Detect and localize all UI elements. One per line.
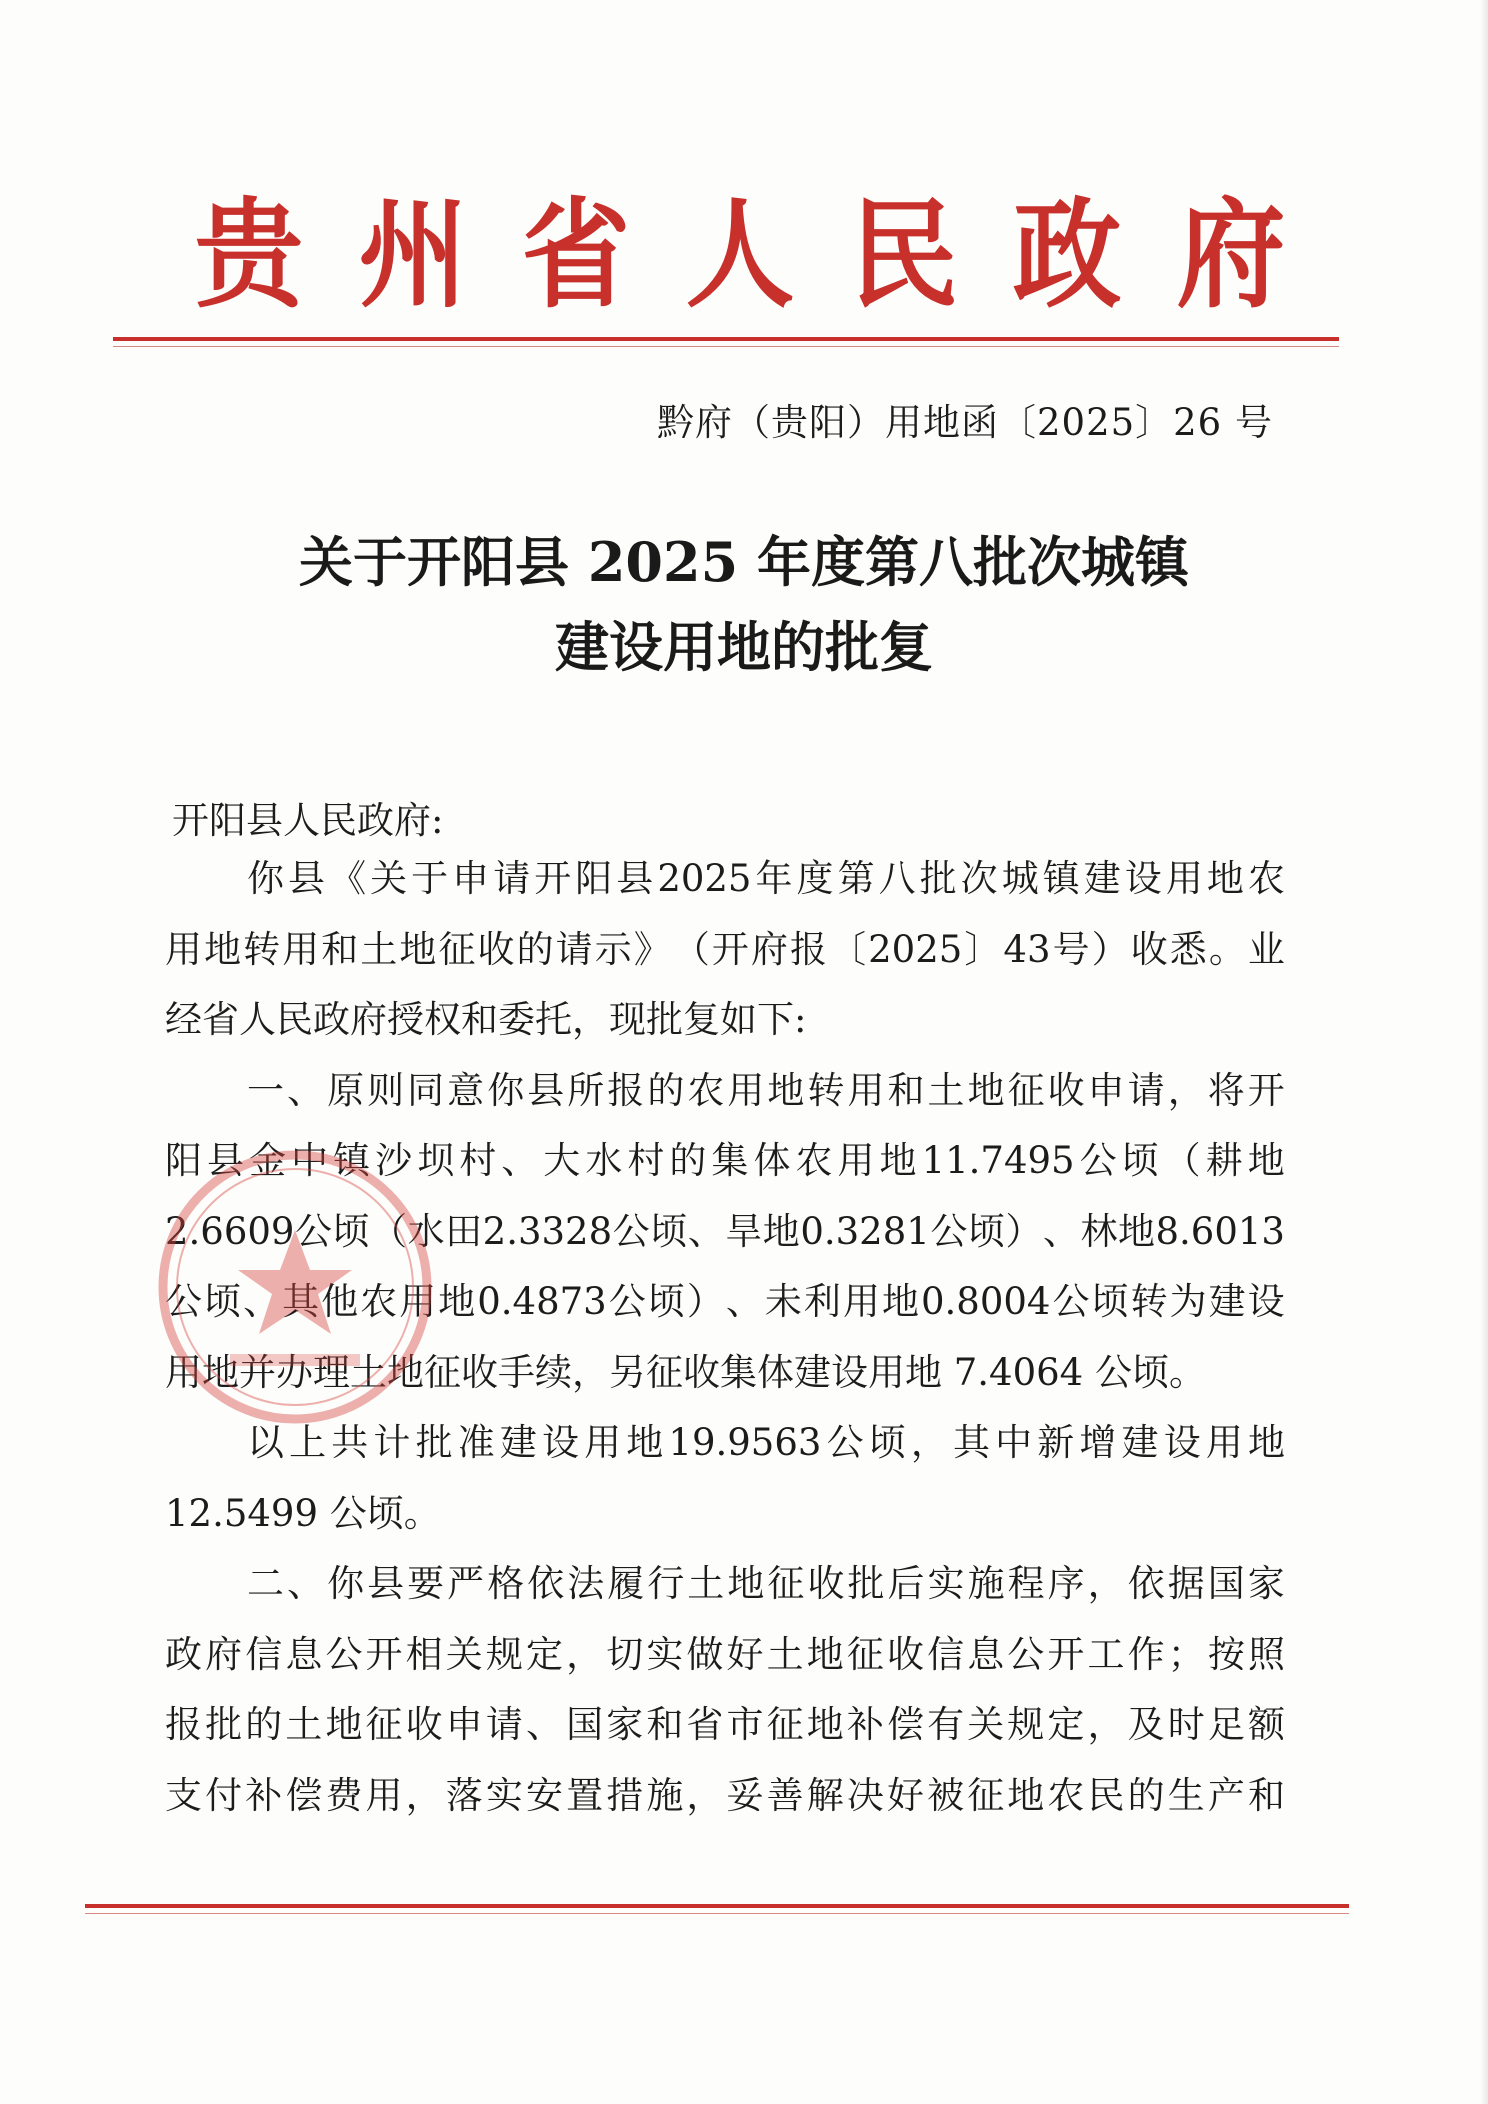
body-line: 一 、 原 则 同 意 你 县 所 报 的 农 用 地 转 用 和 土 地 征 收 申 请 ， 将 开 [247, 1068, 1285, 1112]
body-line: 支 付 补 偿 费 用 ， 落 实 安 置 措 施 ， 妥 善 解 决 好 被 征 地 农 民 的 生 产 和 [165, 1773, 1285, 1817]
body-line: 用地并办理土地征收手续，另征收集体建设用地 7.4064 公顷。 [165, 1350, 1206, 1394]
issuing-authority-header [190, 180, 1290, 330]
header-char: 府 [1176, 185, 1286, 324]
body-line: 经省人民政府授权和委托，现批复如下: [165, 998, 807, 1041]
header-char: 人 [685, 185, 795, 324]
body-line: 12.5499 公顷。 [165, 1491, 441, 1535]
body-line: 你 县 《 关 于 申 请 开 阳 县 2025 年 度 第 八 批 次 城 镇 建 设 用 地 农 [247, 857, 1285, 900]
document-title-line-2: 建设用地的批复 [555, 615, 933, 679]
body-line: 阳 县 金 中 镇 沙 坝 村 、 大 水 村 的 集 体 农 用 地 11.7495 公 顷 （ 耕 地 [165, 1139, 1285, 1182]
body-line: 以 上 共 计 批 准 建 设 用 地 19.9563 公 顷 ， 其 中 新 增 建 设 用 地 [247, 1421, 1285, 1464]
body-line: 公 顷 、 其 他 农 用 地 0.4873 公 顷 ） 、 未 利 用 地 0.8004 公 顷 转 为 建 设 [165, 1280, 1285, 1323]
header-divider-thin [113, 346, 1339, 347]
body-line: 2.6609 公 顷 （ 水 田 2.3328 公 顷 、 旱 地 0.3281 公 顷 ） 、 林 地 8.6013 [165, 1209, 1285, 1253]
body-line: 二 、 你 县 要 严 格 依 法 履 行 土 地 征 收 批 后 实 施 程 序 ， 依 据 国 家 [247, 1562, 1285, 1605]
header-char: 省 [522, 185, 631, 324]
header-char: 州 [358, 185, 467, 324]
document-title-line-1: 关于开阳县 2025 年度第八批次城镇 [299, 530, 1189, 594]
footer-divider-thin [85, 1913, 1349, 1914]
body-line: 政 府 信 息 公 开 相 关 规 定 ， 切 实 做 好 土 地 征 收 信 息 公 开 工 作 ； 按 照 [165, 1632, 1285, 1676]
header-divider [113, 337, 1339, 341]
header-char: 民 [849, 185, 958, 324]
body-line: 报 批 的 土 地 征 收 申 请 、 国 家 和 省 市 征 地 补 偿 有 关 规 定 ， 及 时 足 额 [165, 1703, 1285, 1746]
salutation: 开阳县人民政府: [172, 799, 444, 842]
body-line: 用 地 转 用 和 土 地 征 收 的 请 示 》 （ 开 府 报 〔 2025 〕 43 号 ） 收 悉 。 业 [165, 927, 1285, 971]
document-number: 黔府（贵阳）用地函〔2025〕26 号 [656, 401, 1273, 444]
scan-edge-shadow [1480, 0, 1488, 2104]
footer-divider [85, 1904, 1349, 1908]
header-char: 贵 [194, 185, 304, 324]
header-char: 政 [1013, 185, 1122, 324]
